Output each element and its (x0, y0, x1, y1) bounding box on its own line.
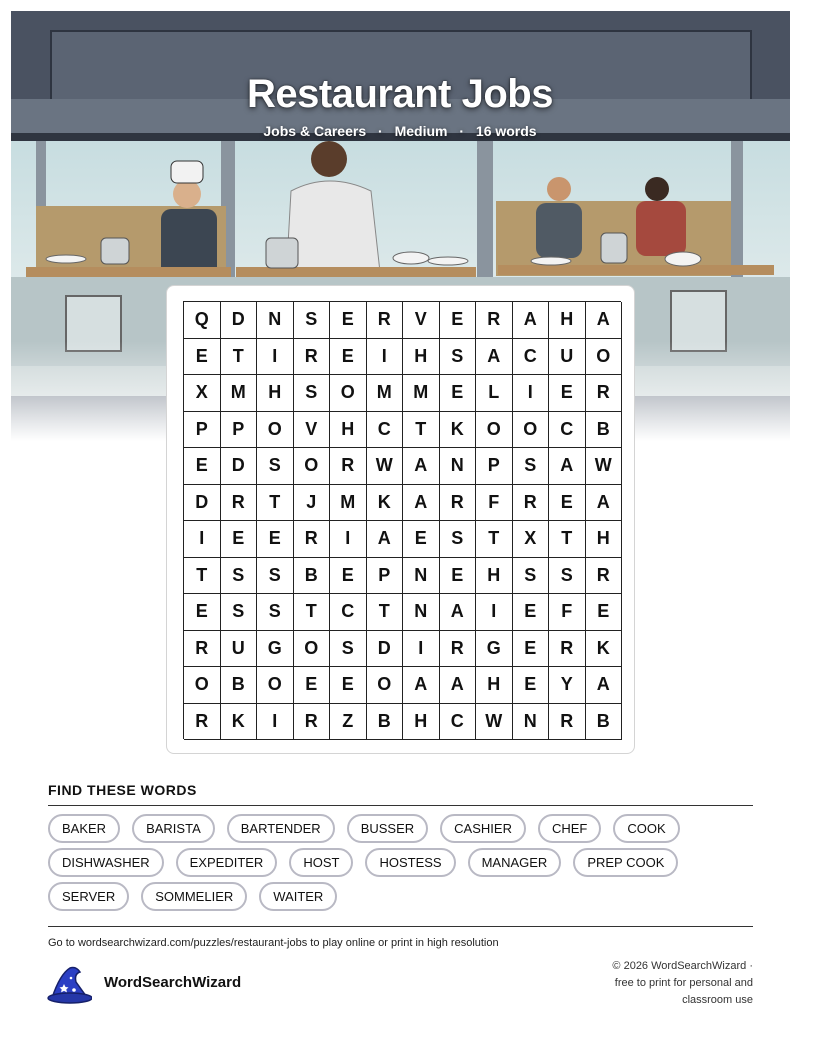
grid-cell[interactable]: D (184, 485, 221, 522)
grid-cell[interactable]: E (549, 375, 586, 412)
grid-cell[interactable]: I (367, 339, 404, 376)
grid-cell[interactable]: O (294, 448, 331, 485)
grid-cell[interactable]: T (294, 594, 331, 631)
grid-cell[interactable]: W (367, 448, 404, 485)
grid-cell[interactable]: O (184, 667, 221, 704)
grid-cell[interactable]: E (330, 667, 367, 704)
grid-cell[interactable]: H (549, 302, 586, 339)
grid-cell[interactable]: E (403, 521, 440, 558)
grid-cell[interactable]: J (294, 485, 331, 522)
divider (48, 805, 753, 806)
grid-cell[interactable]: R (586, 375, 623, 412)
grid-cell[interactable]: S (221, 558, 258, 595)
word-count-label: 16 words (475, 123, 537, 139)
grid-cell[interactable]: C (513, 339, 550, 376)
grid-cell[interactable]: H (257, 375, 294, 412)
grid-cell[interactable]: S (257, 558, 294, 595)
grid-cell[interactable]: M (221, 375, 258, 412)
grid-cell[interactable]: S (294, 302, 331, 339)
grid-cell[interactable]: E (513, 667, 550, 704)
grid-cell[interactable]: E (440, 302, 477, 339)
word-chip: BUSSER (347, 814, 428, 843)
grid-cell[interactable]: B (221, 667, 258, 704)
grid-cell[interactable]: P (184, 412, 221, 449)
grid-cell[interactable]: R (476, 302, 513, 339)
grid-cell[interactable]: H (476, 667, 513, 704)
grid-cell[interactable]: S (513, 558, 550, 595)
grid-cell[interactable]: C (440, 704, 477, 741)
grid-cell[interactable]: H (586, 521, 623, 558)
grid-cell[interactable]: H (403, 339, 440, 376)
grid-cell[interactable]: S (257, 594, 294, 631)
grid-cell[interactable]: N (403, 558, 440, 595)
grid-cell[interactable]: D (221, 302, 258, 339)
grid-cell[interactable]: E (330, 558, 367, 595)
grid-cell[interactable]: N (440, 448, 477, 485)
word-chip: SOMMELIER (141, 882, 247, 911)
grid-cell[interactable]: M (330, 485, 367, 522)
grid-cell[interactable]: S (257, 448, 294, 485)
grid-cell[interactable]: X (513, 521, 550, 558)
word-chip: BARISTA (132, 814, 215, 843)
grid-cell[interactable]: Y (549, 667, 586, 704)
grid-cell[interactable]: A (476, 339, 513, 376)
grid-cell[interactable]: T (476, 521, 513, 558)
grid-cell[interactable]: O (330, 375, 367, 412)
word-chip: WAITER (259, 882, 337, 911)
grid-cell[interactable]: E (221, 521, 258, 558)
grid-cell[interactable]: R (513, 485, 550, 522)
grid-cell[interactable]: U (549, 339, 586, 376)
grid-cell[interactable]: I (184, 521, 221, 558)
grid-cell[interactable]: P (221, 412, 258, 449)
word-list-heading: FIND THESE WORDS (48, 782, 197, 798)
grid-cell[interactable]: Q (184, 302, 221, 339)
word-chip: MANAGER (468, 848, 562, 877)
grid-cell[interactable]: E (184, 339, 221, 376)
word-chip: HOST (289, 848, 353, 877)
grid-cell[interactable]: T (367, 594, 404, 631)
meta-separator: · (459, 123, 465, 139)
grid-cell[interactable]: P (476, 448, 513, 485)
grid-cell[interactable]: N (513, 704, 550, 741)
copyright-line: classroom use (682, 994, 753, 1006)
category-label: Jobs & Careers (263, 123, 367, 139)
grid-cell[interactable]: Z (330, 704, 367, 741)
grid-cell[interactable]: O (257, 667, 294, 704)
grid-cell[interactable]: G (476, 631, 513, 668)
grid-cell[interactable]: E (184, 448, 221, 485)
grid-cell[interactable]: T (257, 485, 294, 522)
letter-grid[interactable] (183, 301, 621, 739)
grid-cell[interactable]: R (294, 339, 331, 376)
grid-cell[interactable]: W (586, 448, 623, 485)
grid-cell[interactable]: O (294, 631, 331, 668)
grid-cell[interactable]: E (257, 521, 294, 558)
grid-cell[interactable]: A (367, 521, 404, 558)
grid-cell[interactable]: N (403, 594, 440, 631)
grid-cell[interactable]: T (403, 412, 440, 449)
grid-cell[interactable]: R (294, 521, 331, 558)
word-list (48, 814, 763, 911)
puzzle-title: Restaurant Jobs (247, 72, 553, 116)
grid-cell[interactable]: C (367, 412, 404, 449)
grid-cell[interactable]: R (549, 631, 586, 668)
grid-cell[interactable]: B (586, 704, 623, 741)
grid-cell[interactable]: T (549, 521, 586, 558)
grid-cell[interactable]: A (403, 485, 440, 522)
grid-cell[interactable]: E (549, 485, 586, 522)
word-chip: CASHIER (440, 814, 526, 843)
grid-cell[interactable]: K (586, 631, 623, 668)
grid-cell[interactable]: R (549, 704, 586, 741)
grid-cell[interactable]: S (221, 594, 258, 631)
play-online-note: Go to wordsearchwizard.com/puzzles/restaurant-jobs to play online or print in high resolution (48, 937, 499, 949)
grid-cell[interactable]: T (221, 339, 258, 376)
divider (48, 926, 753, 927)
grid-cell[interactable]: I (513, 375, 550, 412)
grid-cell[interactable]: B (294, 558, 331, 595)
grid-cell[interactable]: S (294, 375, 331, 412)
grid-cell[interactable]: E (330, 302, 367, 339)
grid-cell[interactable]: A (440, 667, 477, 704)
word-chip: CHEF (538, 814, 601, 843)
grid-cell[interactable]: E (330, 339, 367, 376)
grid-cell[interactable]: A (440, 594, 477, 631)
grid-cell[interactable]: R (440, 485, 477, 522)
wizard-hat-icon (46, 964, 92, 1004)
grid-cell[interactable]: H (330, 412, 367, 449)
grid-cell[interactable]: O (586, 339, 623, 376)
grid-cell[interactable]: S (549, 558, 586, 595)
grid-cell[interactable]: O (476, 412, 513, 449)
word-chip: COOK (613, 814, 679, 843)
grid-cell[interactable]: E (440, 375, 477, 412)
grid-cell[interactable]: O (257, 412, 294, 449)
word-chip: PREP COOK (573, 848, 678, 877)
grid-cell[interactable]: S (440, 339, 477, 376)
word-chip: HOSTESS (365, 848, 455, 877)
grid-cell[interactable]: E (586, 594, 623, 631)
grid-cell[interactable]: A (586, 485, 623, 522)
grid-cell[interactable]: K (221, 704, 258, 741)
grid-cell[interactable]: M (367, 375, 404, 412)
grid-cell[interactable]: X (184, 375, 221, 412)
grid-cell[interactable]: R (330, 448, 367, 485)
grid-cell[interactable]: A (403, 667, 440, 704)
grid-cell[interactable]: R (586, 558, 623, 595)
grid-cell[interactable]: R (221, 485, 258, 522)
copyright-line: free to print for personal and (614, 977, 753, 989)
grid-cell[interactable]: S (330, 631, 367, 668)
grid-cell[interactable]: K (440, 412, 477, 449)
grid-cell[interactable]: F (476, 485, 513, 522)
grid-cell[interactable]: H (476, 558, 513, 595)
grid-cell[interactable]: S (513, 448, 550, 485)
grid-cell[interactable]: E (513, 594, 550, 631)
grid-cell[interactable]: C (549, 412, 586, 449)
word-chip: BAKER (48, 814, 120, 843)
grid-cell[interactable]: I (257, 704, 294, 741)
grid-cell[interactable]: U (221, 631, 258, 668)
grid-cell[interactable]: A (549, 448, 586, 485)
grid-cell[interactable]: O (513, 412, 550, 449)
grid-cell[interactable]: D (367, 631, 404, 668)
grid-cell[interactable]: R (440, 631, 477, 668)
grid-cell[interactable]: R (184, 704, 221, 741)
copyright-line: © 2026 WordSearchWizard · (612, 960, 753, 972)
grid-cell[interactable]: A (586, 302, 623, 339)
grid-cell[interactable]: R (184, 631, 221, 668)
grid-cell[interactable]: I (330, 521, 367, 558)
grid-cell[interactable]: L (476, 375, 513, 412)
grid-cell[interactable]: E (184, 594, 221, 631)
grid-cell[interactable]: A (403, 448, 440, 485)
word-chip: SERVER (48, 882, 129, 911)
brand-name: WordSearchWizard (104, 974, 242, 991)
grid-cell[interactable]: F (549, 594, 586, 631)
copyright-notice (553, 958, 753, 1009)
grid-cell[interactable]: H (403, 704, 440, 741)
word-chip: BARTENDER (227, 814, 335, 843)
grid-cell[interactable]: E (294, 667, 331, 704)
grid-cell[interactable]: N (257, 302, 294, 339)
grid-cell[interactable]: I (476, 594, 513, 631)
grid-cell[interactable]: M (403, 375, 440, 412)
word-chip: DISHWASHER (48, 848, 164, 877)
grid-cell[interactable]: O (367, 667, 404, 704)
grid-cell[interactable]: D (221, 448, 258, 485)
grid-cell[interactable]: T (184, 558, 221, 595)
grid-cell[interactable]: B (586, 412, 623, 449)
grid-cell[interactable]: I (257, 339, 294, 376)
grid-cell[interactable]: V (294, 412, 331, 449)
grid-cell[interactable]: E (513, 631, 550, 668)
puzzle-grid-card (166, 285, 635, 754)
puzzle-meta (0, 123, 800, 139)
grid-cell[interactable]: R (294, 704, 331, 741)
grid-cell[interactable]: K (367, 485, 404, 522)
grid-cell[interactable]: W (476, 704, 513, 741)
meta-separator: · (378, 123, 383, 139)
grid-cell[interactable]: B (367, 704, 404, 741)
grid-cell[interactable]: A (513, 302, 550, 339)
grid-cell[interactable]: G (257, 631, 294, 668)
grid-cell[interactable]: S (440, 521, 477, 558)
grid-cell[interactable]: A (586, 667, 623, 704)
grid-cell[interactable]: I (403, 631, 440, 668)
grid-cell[interactable]: P (367, 558, 404, 595)
grid-cell[interactable]: R (367, 302, 404, 339)
grid-cell[interactable]: V (403, 302, 440, 339)
grid-cell[interactable]: E (440, 558, 477, 595)
difficulty-label: Medium (394, 123, 448, 139)
word-chip: EXPEDITER (176, 848, 278, 877)
grid-cell[interactable]: C (330, 594, 367, 631)
